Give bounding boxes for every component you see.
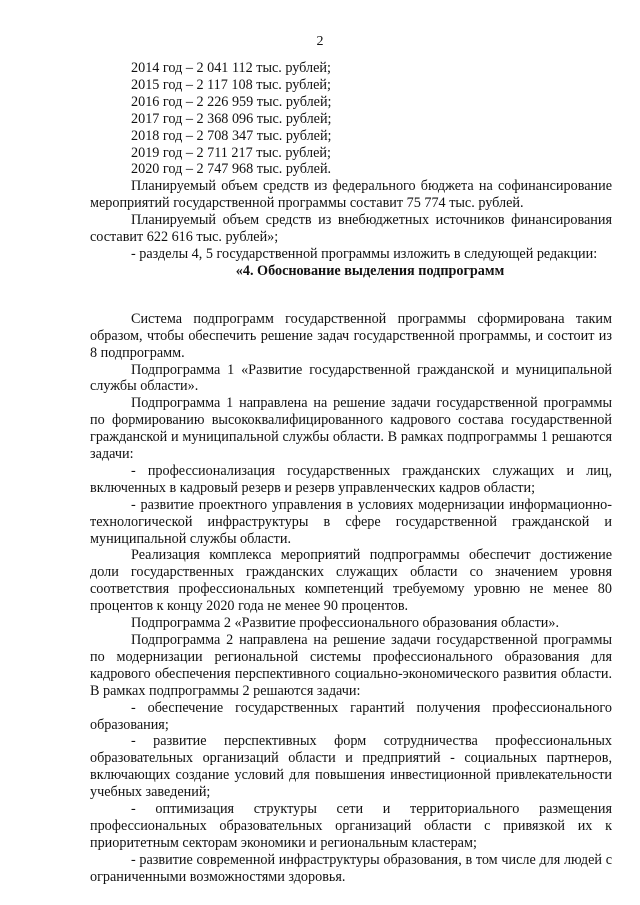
- paragraph-subprogram-2-task-3: - оптимизация структуры сети и территориального размещения профессиональных образовательных организаций области с привязкой их к приоритетным секторам экономики и региональным кластерам;: [90, 801, 612, 851]
- paragraph-subprogram-2-title: Подпрограмма 2 «Развитие профессионального образования области».: [131, 615, 560, 632]
- paragraph-subprogram-1-result: Реализация комплекса мероприятий подпрограммы обеспечит достижение доли государственных гражданских служащих области со значением уровня соответствия профессиональных компетенций требуемому уровню не менее 80 процентов к концу 2020 года не менее 90 процентов.: [90, 547, 612, 615]
- paragraph-subprogram-2-aim: Подпрограмма 2 направлена на решение задачи государственной программы по модернизации региональной системы профессионального образования для кадрового обеспечения перспективного социально-экономического развития области. В рамках подпрограммы 2 решаются задачи:: [90, 632, 612, 699]
- paragraph-subprogram-1-task-1: - профессионализация государственных гражданских служащих и лиц, включенных в кадровый резерв и резерв управленческих кадров области;: [90, 462, 612, 496]
- paragraph-subprogram-system: Система подпрограмм государственной программы сформирована таким образом, чтобы обеспечить решение задач государственной программы, и состоит из 8 подпрограмм.: [90, 310, 612, 361]
- budget-year-2019: 2019 год – 2 711 217 тыс. рублей;: [131, 144, 331, 161]
- page-number: 2: [316, 34, 324, 49]
- budget-year-2017: 2017 год – 2 368 096 тыс. рублей;: [131, 110, 332, 127]
- section-heading: «4. Обоснование выделения подпрограмм: [235, 262, 505, 279]
- paragraph-sections-amendment: - разделы 4, 5 государственной программы изложить в следующей редакции:: [131, 245, 598, 262]
- paragraph-off-budget: Планируемый объем средств из внебюджетных источников финансирования составит 622 616 тыс. рублей»;: [90, 212, 612, 246]
- budget-year-2015: 2015 год – 2 117 108 тыс. рублей;: [131, 76, 331, 93]
- paragraph-federal-budget: Планируемый объем средств из федерального бюджета на софинансирование мероприятий государственной программы составит 75 774 тыс. рублей.: [90, 178, 612, 212]
- budget-year-2020: 2020 год – 2 747 968 тыс. рублей.: [131, 161, 332, 178]
- budget-year-2016: 2016 год – 2 226 959 тыс. рублей;: [131, 93, 332, 110]
- paragraph-subprogram-2-task-2: - развитие перспективных форм сотрудничества профессиональных образовательных организаций области и предприятий - социальных партнеров, включающих создание условий для повышения инвестиционной привлекательности учебных заведений;: [90, 733, 612, 801]
- paragraph-subprogram-1-title: Подпрограмма 1 «Развитие государственной гражданской и муниципальной службы области».: [90, 361, 612, 395]
- paragraph-subprogram-2-task-1: - обеспечение государственных гарантий получения профессионального образования;: [90, 699, 612, 733]
- budget-year-2018: 2018 год – 2 708 347 тыс. рублей;: [131, 127, 332, 144]
- budget-year-2014: 2014 год – 2 041 112 тыс. рублей;: [131, 60, 331, 76]
- paragraph-subprogram-1-aim: Подпрограмма 1 направлена на решение задачи государственной программы по формированию высококвалифицированного кадрового состава государственной гражданской и муниципальной службы области. В рамках подпрограммы 1 решаются задачи:: [90, 395, 612, 463]
- paragraph-subprogram-1-task-2: - развитие проектного управления в условиях модернизации информационно-технологической инфраструктуры в сфере государственной гражданской и муниципальной службы области.: [90, 496, 612, 547]
- document-body: [90, 60, 612, 886]
- paragraph-subprogram-2-task-4: - развитие современной инфраструктуры образования, в том числе для людей с ограниченными возможностями здоровья.: [90, 851, 612, 885]
